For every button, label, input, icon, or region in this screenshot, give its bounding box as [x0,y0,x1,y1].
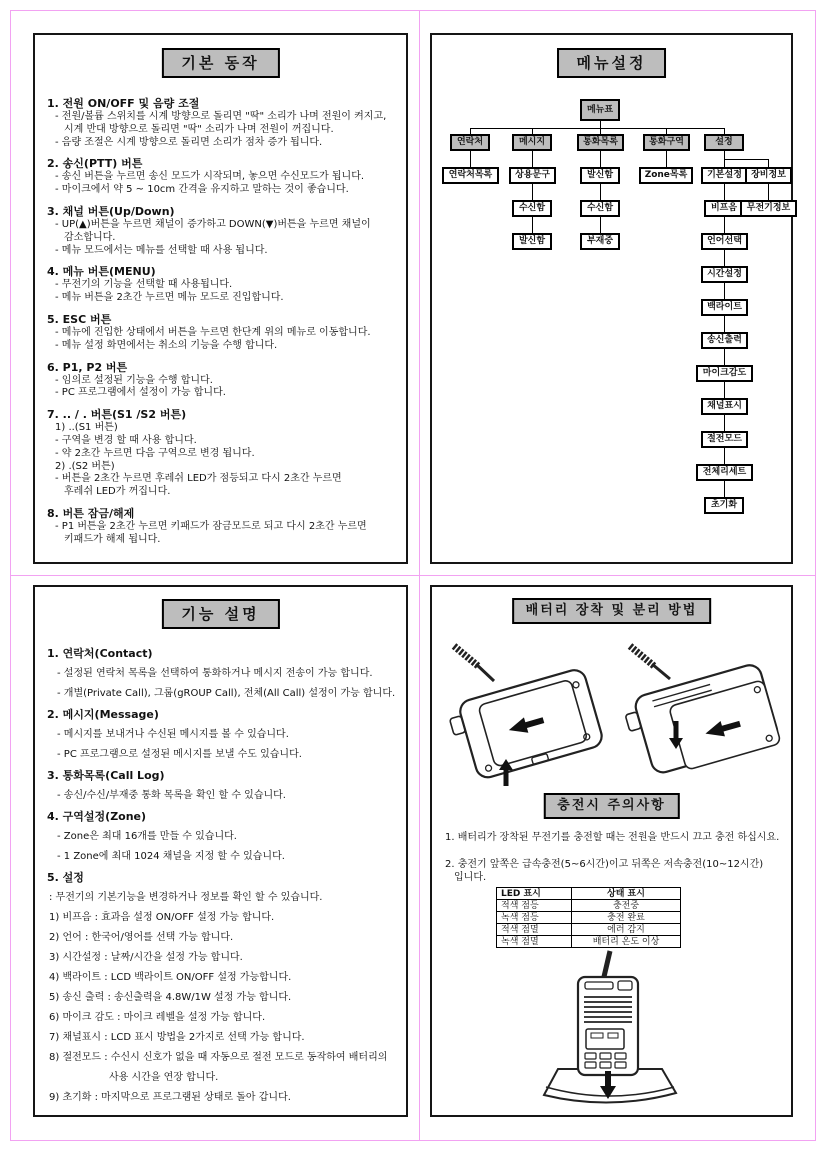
manual-section [47,97,400,149]
section-heading: 4. 구역설정(Zone) [47,810,147,823]
page-title: 메뉴설정 [557,48,667,78]
section-line: 감소합니다. [64,231,116,243]
section-heading: 3. 통화목록(Call Log) [47,769,165,782]
manual-section [47,205,400,257]
charger-figure-svg [522,947,702,1109]
led-table-row [497,936,681,948]
section-line: - 메뉴 버튼을 2초간 누르면 메뉴 모드로 진입합니다. [55,292,284,304]
function-sections [47,643,400,1108]
note-line: 1. 배터리가 장착된 무전기를 충전할 때는 전원을 반드시 끄고 충전 하십시요. [445,832,780,843]
led-table-row [497,912,681,924]
section-line: - 무전기의 기능을 선택할 때 사용됩니다. [55,279,233,291]
charger-figure [522,947,702,1109]
led-table-cell: 녹색 점등 [497,912,572,924]
manual-section [47,157,400,197]
note-line: 2. 충전기 앞쪽은 급속충전(5~6시간)이고 뒤쪽은 저속충전(10~12시간) [445,858,764,870]
tree-connector [724,349,725,365]
tree-connector [768,184,769,200]
section-line: 사용 시간을 연장 합니다. [109,1072,219,1083]
tree-connector [470,151,471,167]
tree-connector [600,217,601,233]
manual-section [47,313,400,353]
section-heading: 5. 설정 [47,871,84,884]
section-line: - 메뉴 설정 화면에서는 취소의 기능을 수행 합니다. [55,339,278,351]
menu-node: 발신함 [512,233,552,250]
menu-node: 수신함 [580,200,620,217]
menu-node: 수신함 [512,200,552,217]
section-line: - Zone은 최대 16개를 만들 수 있습니다. [57,831,237,842]
section-line: - 메시지를 보내거나 수신된 메시지를 볼 수 있습니다. [57,729,289,740]
manual-section [47,361,400,401]
led-table-header-cell: LED 표시 [497,888,572,900]
section-line: - 구역을 변경 할 때 사용 합니다. [55,434,197,446]
basic-operation-sections [47,97,400,555]
page-menu-setting [430,33,793,564]
section-line: 7) 채널표시 : LCD 표시 방법을 2가지로 선택 가능 합니다. [49,1032,305,1043]
tree-connector [724,448,725,464]
menu-node: 부재중 [580,233,620,250]
section-line: - UP(▲)버튼을 누르면 채널이 증가하고 DOWN(▼)버튼을 누르면 채널이 [55,218,371,230]
section-line: - 설정된 연락처 목록을 선택하여 통화하거나 메시지 전송이 가능 합니다. [57,668,373,679]
menu-node: 비프음 [704,200,744,217]
section-line: - 음량 조절은 시계 방향으로 돌리면 소리가 점차 증가 됩니다. [55,136,323,148]
section-heading: 8. 버튼 잠금/해제 [47,506,135,520]
note-line: 입니다. [454,872,487,883]
manual-section [47,265,400,305]
tree-connector [768,159,769,167]
section-line: - 메뉴에 진입한 상태에서 버튼을 누르면 한단계 위의 메뉴로 이동합니다. [55,326,371,338]
led-table-header-cell: 상태 표시 [572,888,681,900]
horizontal-page-divider [10,575,816,576]
manual-section [47,704,400,765]
menu-node: 메시지 [512,134,552,151]
section-line: - 버튼을 2초간 누르면 후레쉬 LED가 점등되고 다시 2초간 누르면 [55,473,342,485]
tree-connector [600,121,601,128]
section-line: 6) 마이크 감도 : 마이크 레벨을 설정 가능 합니다. [49,1012,266,1023]
section-line: 2) 언어 : 한국어/영어를 선택 가능 합니다. [49,932,234,943]
menu-node: 메뉴표 [580,99,620,121]
section-line: - 송신/수신/부재중 통화 목록을 확인 할 수 있습니다. [57,790,286,801]
manual-section [47,408,400,499]
menu-node: 마이크감도 [696,365,753,382]
menu-node: Zone목록 [639,167,693,184]
menu-node: 통화구역 [643,134,690,151]
tree-connector [724,481,725,497]
manual-section [47,867,400,1108]
manual-section [47,643,400,704]
charging-note [445,858,785,885]
menu-node: 백라이트 [701,299,748,316]
section-heading: 7. .. / . 버튼(S1 /S2 버튼) [47,408,187,422]
tree-connector [724,217,725,233]
menu-tree [432,35,791,562]
section-line: - PC 프로그램에서 설정이 가능 합니다. [55,387,226,399]
menu-node: 상용문구 [509,167,556,184]
led-table-cell: 배터리 온도 이상 [572,936,681,948]
page-title: 기능 설명 [161,599,279,629]
tree-connector [724,250,725,266]
menu-node: 전체리세트 [696,464,753,481]
section-line: 시계 반대 방향으로 돌리면 "딱" 소리가 나며 전원이 꺼집니다. [64,123,334,135]
menu-node: 통화목록 [577,134,624,151]
tree-connector [724,159,768,160]
tree-connector [470,128,724,129]
section-line: - PC 프로그램으로 설정된 메시지를 보낼 수도 있습니다. [57,749,302,760]
tree-connector [724,283,725,299]
section-heading: 6. P1, P2 버튼 [47,360,128,374]
section-line: - 임의로 설정된 기능을 수행 합니다. [55,374,213,386]
menu-node: 기본설정 [701,167,748,184]
manual-section [47,765,400,806]
led-table-cell: 적색 점등 [497,900,572,912]
section-line: 후레쉬 LED가 꺼집니다. [64,486,171,498]
led-table [496,887,681,948]
tree-connector [724,184,725,200]
manual-section [47,806,400,867]
section-line: 2) .(S2 버튼) [55,460,115,472]
tree-connector [600,184,601,200]
led-table-row [497,900,681,912]
tree-connector [724,415,725,431]
tree-connector [532,184,533,200]
battery-remove-figure [621,646,781,782]
page-title: 기본 동작 [161,48,279,78]
page-title: 배터리 장착 및 분리 방법 [512,598,712,624]
tree-connector [532,151,533,167]
section-line: 1) 비프음 : 효과음 설정 ON/OFF 설정 가능 합니다. [49,912,275,923]
section-line: 9) 초기화 : 마지막으로 프로그램된 상태로 돌아 갑니다. [49,1092,291,1103]
section-line: - P1 버튼을 2초간 누르면 키패드가 잠금모드로 되고 다시 2초간 누르면 [55,520,367,532]
section-line: - 약 2초간 누르면 다음 구역으로 변경 됩니다. [55,447,255,459]
menu-node: 시간설정 [701,266,748,283]
menu-node: 설정 [704,134,744,151]
section-line: - 메뉴 모드에서는 메뉴를 선택할 때 사용 됩니다. [55,244,268,256]
battery-figures [438,639,786,789]
section-line: 키패드가 해제 됩니다. [64,533,161,545]
led-table-row [497,924,681,936]
menu-node: 연락처 [450,134,490,151]
led-table-cell: 적색 점멸 [497,924,572,936]
section-line: - 1 Zone에 최대 1024 채널을 지정 할 수 있습니다. [57,851,285,862]
menu-node: 발신함 [580,167,620,184]
led-table-cell: 충전중 [572,900,681,912]
section-heading: 2. 송신(PTT) 버튼 [47,157,143,171]
tree-connector [600,151,601,167]
tree-connector [724,382,725,398]
section-heading: 3. 채널 버튼(Up/Down) [47,204,175,218]
led-table-cell: 에러 감지 [572,924,681,936]
tree-connector [724,316,725,332]
section-heading: 1. 전원 ON/OFF 및 음량 조절 [47,97,200,110]
section-line: 8) 절전모드 : 수신시 신호가 없을 때 자동으로 절전 모드로 동작하여 배터리의 [49,1052,388,1063]
led-table-cell: 녹색 점멸 [497,936,572,948]
section-line: 1) ..(S1 버튼) [55,422,118,434]
section-line: 4) 백라이트 : LCD 백라이트 ON/OFF 설정 가능합니다. [49,972,292,983]
section-line: : 무전기의 기본기능을 변경하거나 정보를 확인 할 수 있습니다. [49,892,323,903]
section-heading: 4. 메뉴 버튼(MENU) [47,265,156,279]
manual-section [47,507,400,547]
section-line: 5) 송신 출력 : 송신출력을 4.8W/1W 설정 가능 합니다. [49,992,292,1003]
charging-title: 충전시 주의사항 [543,793,679,819]
section-line: - 전원/볼륨 스위치를 시계 방향으로 돌리면 "딱" 소리가 나며 전원이 켜지고, [55,111,387,122]
section-heading: 2. 메시지(Message) [47,708,159,721]
section-heading: 5. ESC 버튼 [47,312,112,326]
section-heading: 1. 연락처(Contact) [47,647,153,660]
section-line: - 개별(Private Call), 그룹(gROUP Call), 전체(All Call) 설정이 가능 합니다. [57,688,396,699]
section-line: - 마이크에서 약 5 ~ 10cm 간격을 유지하고 말하는 것이 좋습니다. [55,184,349,196]
menu-node: 언어선택 [701,233,748,250]
menu-node: 장비정보 [745,167,792,184]
tree-connector [532,217,533,233]
led-table-cell: 충전 완료 [572,912,681,924]
page-battery [430,585,793,1117]
menu-node: 채널표시 [701,398,748,415]
tree-connector [666,151,667,167]
menu-node: 연락처목록 [442,167,499,184]
battery-install-figure [446,646,605,786]
page-function-description [33,585,408,1117]
section-line: 3) 시간설정 : 날짜/시간을 설정 가능 합니다. [49,952,243,963]
battery-install-remove-figure [438,639,786,789]
section-line: - 송신 버튼을 누르면 송신 모드가 시작되며, 놓으면 수신모드가 됩니다. [55,171,365,183]
page-basic-operation [33,33,408,564]
menu-node: 초기화 [704,497,744,514]
menu-node: 절전모드 [701,431,748,448]
charging-note [445,831,785,845]
led-table-header-row [497,888,681,900]
menu-node: 무전기정보 [740,200,797,217]
menu-node: 송신출력 [701,332,748,349]
